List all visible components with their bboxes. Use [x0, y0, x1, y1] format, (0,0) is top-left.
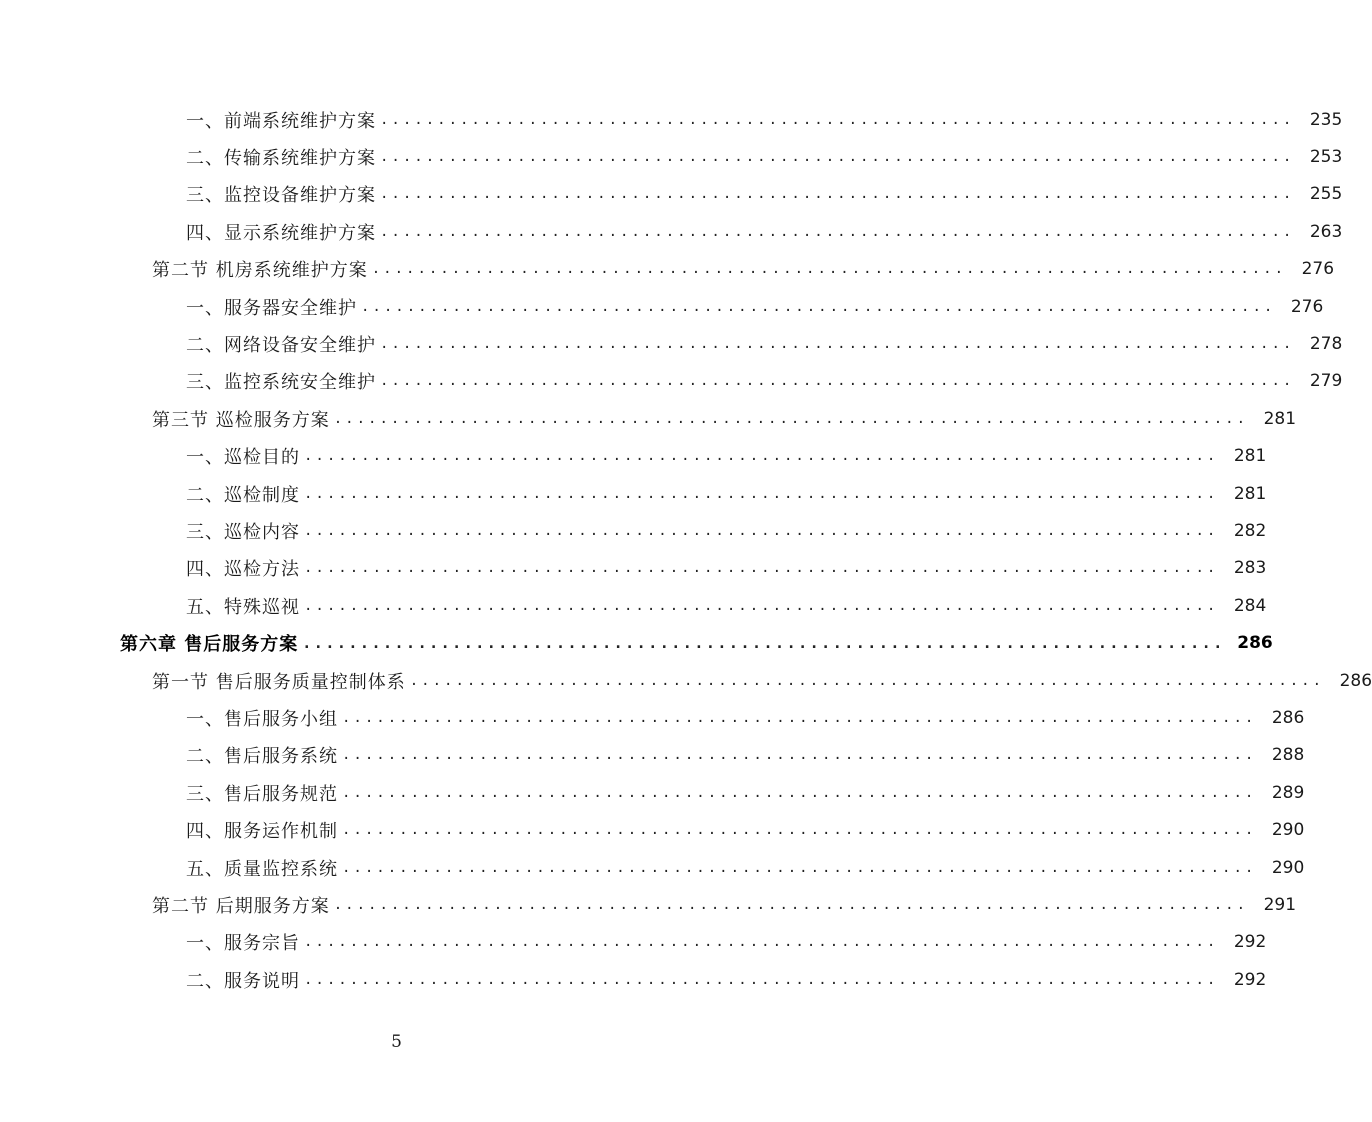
- dot-leader: ................................................................................: [342, 784, 1257, 801]
- page-number: 5: [391, 1032, 402, 1052]
- dot-leader: ................................................................................: [304, 448, 1219, 465]
- toc-entry-page: 235: [1309, 109, 1343, 130]
- toc-entry[interactable]: [0, 774, 1305, 811]
- toc-entry-title: 第三节 巡检服务方案: [152, 409, 330, 431]
- toc-entry-title: 第二节 后期服务方案: [152, 895, 330, 917]
- toc-entry[interactable]: [0, 475, 1267, 512]
- table-of-contents: [0, 101, 1372, 998]
- toc-entry-page: 282: [1233, 520, 1267, 541]
- toc-entry-title: 一、售后服务小组: [186, 708, 338, 730]
- toc-entry-title: 四、显示系统维护方案: [186, 222, 376, 244]
- toc-entry[interactable]: [0, 550, 1267, 587]
- toc-entry[interactable]: [0, 400, 1297, 437]
- dot-leader: ................................................................................: [342, 859, 1257, 876]
- toc-entry[interactable]: [0, 737, 1305, 774]
- dot-leader: ................................................................................: [361, 298, 1276, 315]
- dot-leader: ................................................................................: [333, 896, 1249, 913]
- toc-entry-title: 三、售后服务规范: [186, 783, 338, 805]
- dot-leader: ................................................................................: [380, 223, 1295, 240]
- toc-entry-title: 五、质量监控系统: [186, 858, 338, 880]
- dot-leader: ................................................................................: [304, 560, 1219, 577]
- toc-entry-page: 286: [1339, 670, 1372, 691]
- toc-entry[interactable]: [0, 101, 1343, 138]
- toc-entry-page: 255: [1309, 184, 1343, 205]
- toc-entry-page: 290: [1271, 857, 1305, 878]
- toc-entry-title: 四、巡检方法: [186, 559, 300, 581]
- toc-entry-title: 第二节 机房系统维护方案: [152, 260, 368, 282]
- toc-entry-title: 二、巡检制度: [186, 484, 300, 506]
- toc-entry-page: 281: [1233, 483, 1267, 504]
- toc-entry[interactable]: [0, 325, 1343, 362]
- dot-leader: ................................................................................: [380, 186, 1295, 203]
- toc-entry-page: 291: [1263, 894, 1297, 915]
- toc-entry[interactable]: [0, 251, 1335, 288]
- toc-entry-title: 一、服务器安全维护: [186, 297, 357, 319]
- toc-entry-page: 263: [1309, 221, 1343, 242]
- dot-leader: ................................................................................: [342, 747, 1257, 764]
- toc-entry[interactable]: [0, 662, 1372, 699]
- toc-entry[interactable]: [0, 213, 1343, 250]
- toc-entry-title: 二、传输系统维护方案: [186, 148, 376, 170]
- toc-entry-page: 281: [1263, 408, 1297, 429]
- dot-leader: ................................................................................: [380, 149, 1295, 166]
- toc-entry-title: 二、网络设备安全维护: [186, 335, 376, 357]
- toc-entry-page: 289: [1271, 782, 1305, 803]
- toc-entry-page: 276: [1290, 296, 1324, 317]
- dot-leader: ................................................................................: [304, 971, 1219, 988]
- toc-entry-page: 283: [1233, 558, 1267, 579]
- toc-entry[interactable]: [0, 849, 1305, 886]
- dot-leader: ................................................................................: [302, 634, 1225, 653]
- toc-entry[interactable]: [0, 924, 1267, 961]
- toc-entry-title: 第一节 售后服务质量控制体系: [152, 671, 406, 693]
- toc-entry-title: 三、监控设备维护方案: [186, 185, 376, 207]
- toc-entry-page: 292: [1233, 932, 1267, 953]
- toc-entry[interactable]: [0, 438, 1267, 475]
- dot-leader: ................................................................................: [304, 597, 1219, 614]
- toc-entry-page: 276: [1301, 259, 1335, 280]
- toc-entry-page: 278: [1309, 334, 1343, 355]
- toc-entry[interactable]: [0, 512, 1267, 549]
- toc-entry-page: 290: [1271, 820, 1305, 841]
- toc-entry[interactable]: [0, 138, 1343, 175]
- dot-leader: ................................................................................: [380, 336, 1295, 353]
- toc-entry[interactable]: [0, 699, 1305, 736]
- toc-entry-page: 288: [1271, 745, 1305, 766]
- dot-leader: ................................................................................: [409, 672, 1325, 689]
- toc-entry-page: 279: [1309, 371, 1343, 392]
- dot-leader: ................................................................................: [304, 934, 1219, 951]
- dot-leader: ................................................................................: [342, 822, 1257, 839]
- toc-entry-title: 一、前端系统维护方案: [186, 110, 376, 132]
- dot-leader: ................................................................................: [380, 111, 1295, 128]
- dot-leader: ................................................................................: [380, 373, 1295, 390]
- toc-entry[interactable]: [0, 587, 1267, 624]
- toc-entry[interactable]: [0, 288, 1324, 325]
- toc-entry[interactable]: [0, 624, 1273, 661]
- dot-leader: ................................................................................: [304, 485, 1219, 502]
- toc-entry[interactable]: [0, 363, 1343, 400]
- toc-entry[interactable]: [0, 176, 1343, 213]
- toc-entry[interactable]: [0, 811, 1305, 848]
- toc-entry[interactable]: [0, 886, 1297, 923]
- toc-entry-page: 253: [1309, 147, 1343, 168]
- toc-entry-title: 四、服务运作机制: [186, 821, 338, 843]
- toc-entry-title: 一、巡检目的: [186, 447, 300, 469]
- toc-entry-page: 286: [1237, 633, 1273, 654]
- toc-entry-title: 三、监控系统安全维护: [186, 372, 376, 394]
- toc-entry-title: 第六章 售后服务方案: [120, 634, 299, 656]
- toc-entry-title: 二、售后服务系统: [186, 746, 338, 768]
- toc-entry-page: 292: [1233, 969, 1267, 990]
- dot-leader: ................................................................................: [304, 522, 1219, 539]
- toc-entry-title: 二、服务说明: [186, 970, 300, 992]
- toc-entry-title: 五、特殊巡视: [186, 596, 300, 618]
- dot-leader: ................................................................................: [333, 410, 1249, 427]
- dot-leader: ................................................................................: [371, 261, 1287, 278]
- toc-entry-page: 286: [1271, 707, 1305, 728]
- toc-entry-page: 281: [1233, 446, 1267, 467]
- toc-entry-page: 284: [1233, 595, 1267, 616]
- dot-leader: ................................................................................: [342, 709, 1257, 726]
- toc-entry-title: 一、服务宗旨: [186, 933, 300, 955]
- toc-entry-title: 三、巡检内容: [186, 521, 300, 543]
- toc-entry[interactable]: [0, 961, 1267, 998]
